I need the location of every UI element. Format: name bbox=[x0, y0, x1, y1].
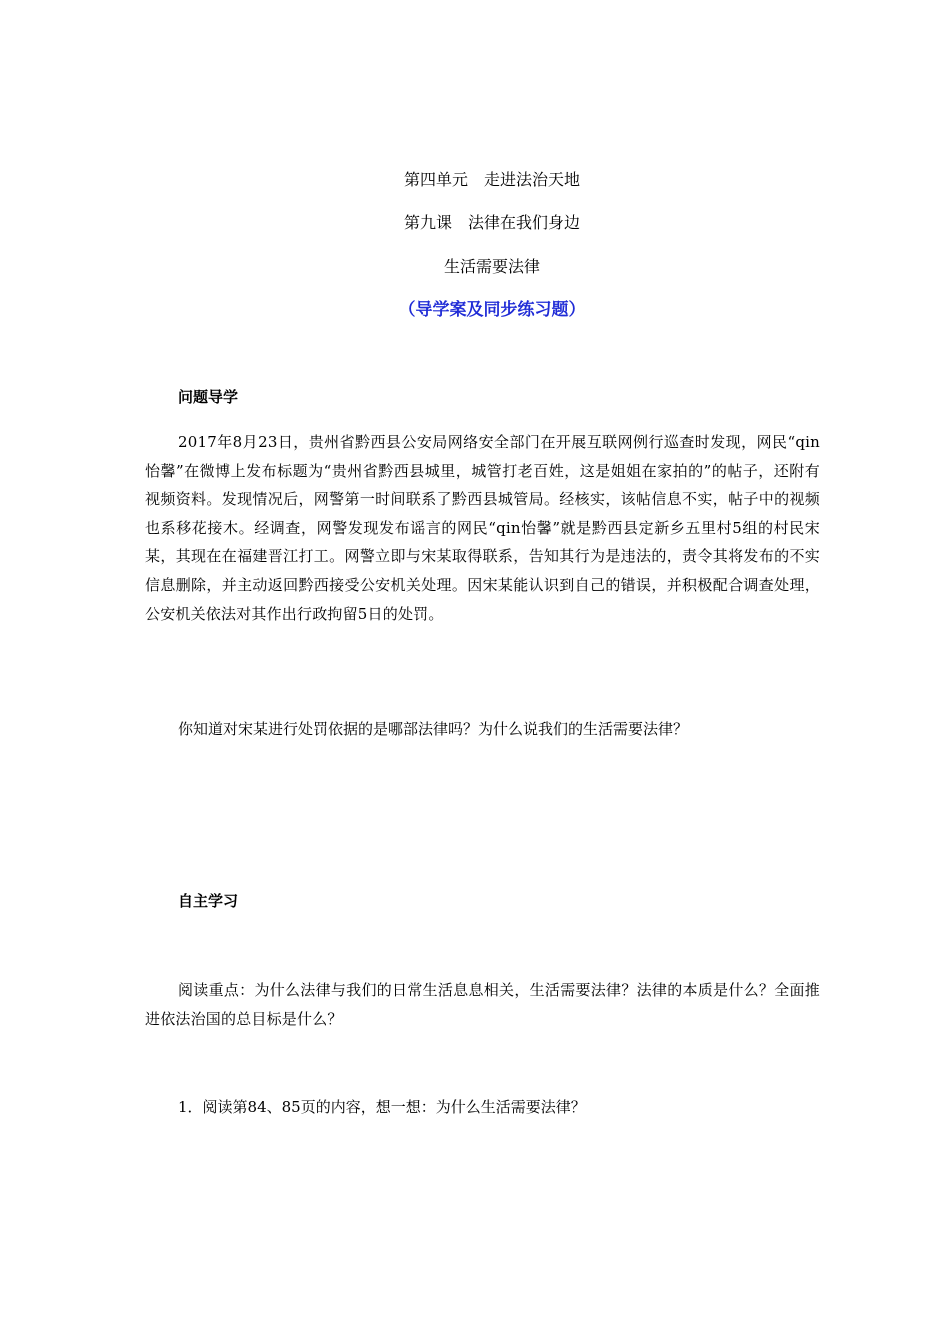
unit-title: 第四单元 走进法治天地 bbox=[403, 170, 580, 189]
section-title: 生活需要法律 bbox=[443, 257, 540, 276]
reading-focus: 阅读重点：为什么法律与我们的日常生活息息相关，生活需要法律？法律的本质是什么？全面推进依法治国的总目标是什么？ bbox=[145, 981, 820, 1028]
guide-heading: 问题导学 bbox=[178, 388, 239, 406]
lesson-title: 第九课 法律在我们身边 bbox=[403, 213, 580, 232]
self-study-heading: 自主学习 bbox=[178, 892, 239, 910]
guide-question: 你知道对宋某进行处罚依据的是哪部法律吗？为什么说我们的生活需要法律？ bbox=[178, 720, 689, 738]
guide-passage: 2017年8月23日，贵州省黔西县公安局网络安全部门在开展互联网例行巡查时发现，网民“qin怡馨”在微博上发布标题为“贵州省黔西县城里，城管打老百姓，这是姐姐在家拍的”的帖子，还附有视频资料。发现情况后，网警第一时间联系了黔西县城管局。经核实，该帖信息不实，帖子中的视频也系移花接木。经调查，网警发现发布谣言的网民“qin怡馨”就是黔西县定新乡五里村5组的村民宋某，其现在在福建晋江打工。网警立即与宋某取得联系，告知其行为是违法的，责令其将发布的不实信息删除，并主动返回黔西接受公安机关处理。因宋某能认识到自己的错误，并积极配合调查处理，公安机关依法对其作出行政拘留5日的处罚。 bbox=[145, 433, 820, 623]
study-item-1: 1．阅读第84、85页的内容，想一想：为什么生活需要法律？ bbox=[178, 1098, 586, 1116]
document-subtitle: （导学案及同步练习题） bbox=[398, 300, 586, 320]
